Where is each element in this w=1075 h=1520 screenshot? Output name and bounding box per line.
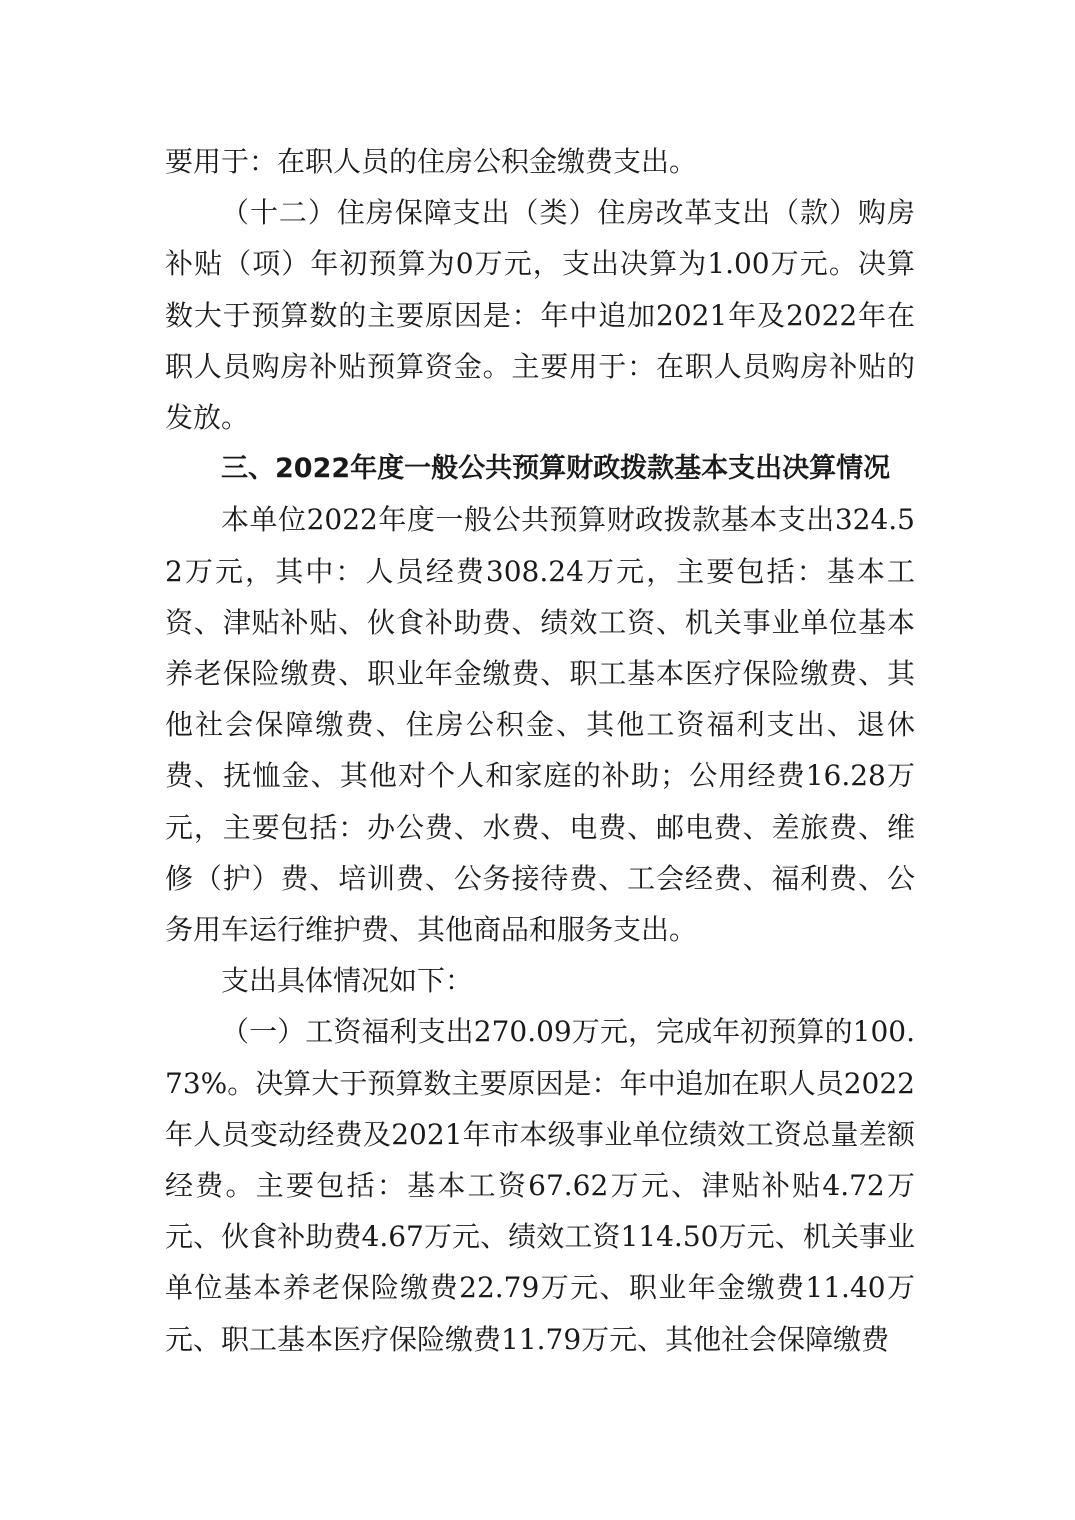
paragraph-housing-subsidy: （十二）住房保障支出（类）住房改革支出（款）购房补贴（项）年初预算为0万元，支出决算为1.00万元。决算数大于预算数的主要原因是：年中追加2021年及2022年在职人员购房补贴预算资金。主要用于：在职人员购房补贴的发放。 — [165, 196, 915, 435]
paragraph-basic-expenditure: 本单位2022年度一般公共预算财政拨款基本支出324.52万元，其中：人员经费308.24万元，主要包括：基本工资、津贴补贴、伙食补助费、绩效工资、机关事业单位基本养老保险缴费、职业年金缴费、职工基本医疗保险缴费、其他社会保障缴费、住房公积金、其他工资福利支出、退休费、抚恤金、其他对个人和家庭的补助；公用经费16.28万元，主要包括：办公费、水费、电费、邮电费、差旅费、维修（护）费、培训费、公务接待费、工会经费、福利费、公务用车运行维护费、其他商品和服务支出。 — [165, 503, 915, 947]
document-body — [165, 136, 915, 1365]
paragraph-continuation: 要用于：在职人员的住房公积金缴费支出。 — [165, 145, 698, 178]
paragraph-details-intro: 支出具体情况如下： — [221, 964, 474, 998]
paragraph-salary-welfare: （一）工资福利支出270.09万元，完成年初预算的100.73%。决算大于预算数主要原因是：年中追加在职人员2022年人员变动经费及2021年市本级事业单位绩效工资总量差额经费。主要包括：基本工资67.62万元、津贴补贴4.72万元、伙食补助费4.67万元、绩效工资114.50万元、机关事业单位基本养老保险缴费22.79万元、职业年金缴费11.40万元、职工基本医疗保险缴费11.79万元、其他社会保障缴费 — [165, 1015, 915, 1356]
section-heading: 三、2022年度一般公共预算财政拨款基本支出决算情况 — [221, 453, 891, 485]
